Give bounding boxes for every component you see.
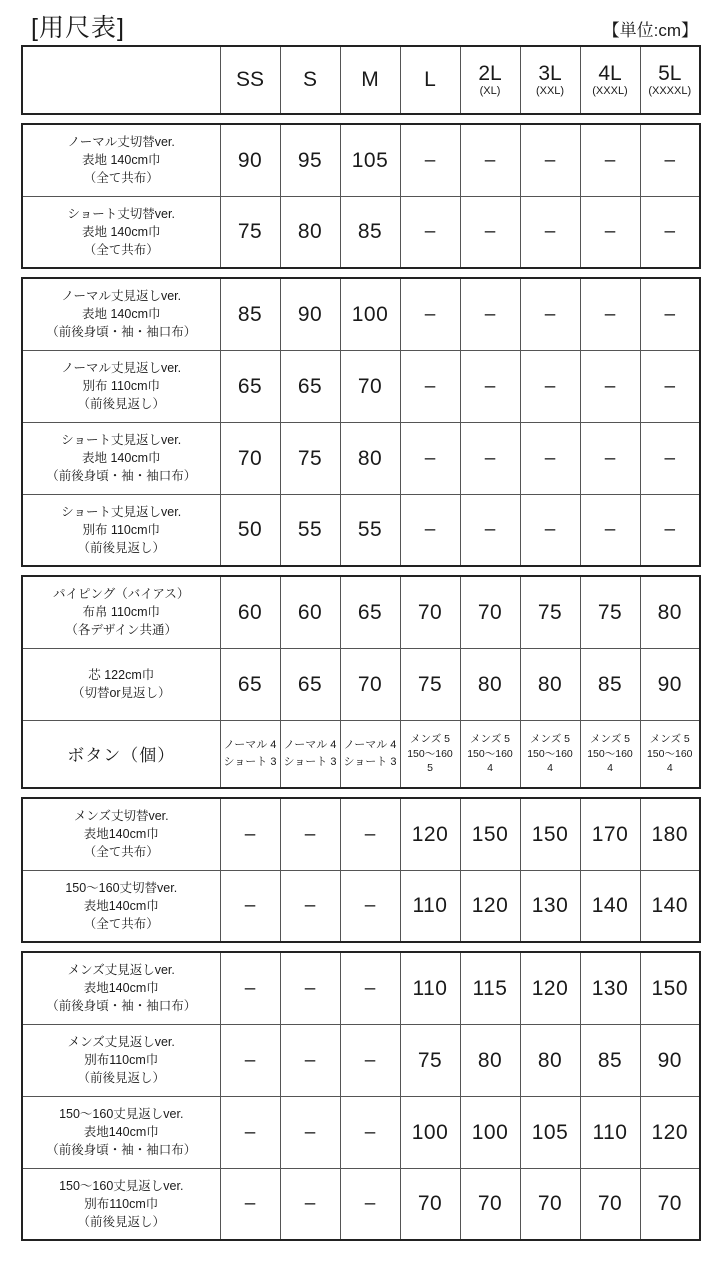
row-label-line: （全て共布） [83,171,159,186]
cell-ss: 60 [220,576,280,648]
cell-4l: – [580,278,640,350]
cell-l: 110 [400,952,460,1024]
button-cell-line: メンズ 5 [410,733,450,746]
page-title: [用尺表] [31,14,125,42]
cell-3l: 130 [520,870,580,942]
cell-m: – [340,870,400,942]
button-cell-line: 150〜160 [646,747,693,760]
size-alt-code: (XL) [479,84,501,97]
cell-s: – [280,952,340,1024]
cell-5l: – [640,494,700,566]
row-label-line: 表地140cm巾 [83,981,159,996]
size-alt-code: (XXXXL) [648,84,692,97]
button-cell-line: ノーマル 4 [343,739,397,752]
row-label-line: メンズ丈見返しver. [67,963,175,978]
button-cell-ss [220,720,280,788]
cell-s: 80 [280,196,340,268]
row-label-line: ショート丈見返しver. [61,504,182,519]
cell-4l: 85 [580,648,640,720]
column-header-2l [460,46,520,114]
cell-ss: 75 [220,196,280,268]
cell-5l: 90 [640,1024,700,1096]
cell-m: 55 [340,494,400,566]
row-label-line: 150〜160丈切替ver. [65,880,178,895]
button-cell-line: 4 [666,761,673,774]
cell-s: – [280,1024,340,1096]
cell-2l: 150 [460,798,520,870]
row-label-line: 150〜160丈見返しver. [59,1106,184,1121]
cell-s: 90 [280,278,340,350]
size-alt-code: (XXL) [535,84,565,97]
cell-2l: 80 [460,1024,520,1096]
row-label [22,124,220,196]
cell-5l: – [640,350,700,422]
cell-4l: 75 [580,576,640,648]
cell-5l: – [640,124,700,196]
cell-2l: – [460,350,520,422]
cell-m: 100 [340,278,400,350]
cell-ss: 65 [220,648,280,720]
cell-5l: – [640,278,700,350]
row-label-line: （前後身頃・袖・袖口布） [46,325,197,340]
row-label-line: 150〜160丈見返しver. [59,1178,184,1193]
cell-4l: 170 [580,798,640,870]
table-row [22,648,700,720]
row-label-line: （各デザイン共通） [65,623,178,638]
table-row [22,952,700,1024]
cell-ss: – [220,1024,280,1096]
cell-3l: 120 [520,952,580,1024]
cell-2l: 80 [460,648,520,720]
row-label-line: 表地 140cm巾 [82,450,161,465]
cell-3l: – [520,422,580,494]
button-cell-line: メンズ 5 [530,733,570,746]
row-label [22,576,220,648]
cell-5l: 70 [640,1168,700,1240]
row-label [22,648,220,720]
cell-l: 70 [400,1168,460,1240]
cell-ss: – [220,952,280,1024]
row-label-line: ノーマル丈見返しver. [61,289,182,304]
button-cell-l [400,720,460,788]
row-label [22,798,220,870]
cell-l: – [400,422,460,494]
row-label [22,1024,220,1096]
row-label-line: （前後身頃・袖・袖口布） [46,469,197,484]
cell-s: – [280,798,340,870]
table-row [22,124,700,196]
cell-5l: – [640,196,700,268]
cell-l: 120 [400,798,460,870]
size-code: 4L [598,61,622,85]
cell-3l: 105 [520,1096,580,1168]
cell-s: 65 [280,648,340,720]
cell-4l: 110 [580,1096,640,1168]
row-label [22,422,220,494]
cell-s: – [280,1168,340,1240]
chart-header-group [21,45,701,115]
row-label-line: メンズ丈見返しver. [67,1034,175,1049]
row-label [22,870,220,942]
cell-m: – [340,798,400,870]
button-cell-s [280,720,340,788]
cell-ss: – [220,1168,280,1240]
row-label [22,1096,220,1168]
table-row [22,1024,700,1096]
row-label-line: （前後身頃・袖・袖口布） [46,1143,197,1158]
row-label-line: 表地140cm巾 [83,1124,159,1139]
cell-ss: 50 [220,494,280,566]
size-chart [21,45,699,1241]
cell-4l: 85 [580,1024,640,1096]
cell-4l: – [580,494,640,566]
button-cell-line: 150〜160 [527,747,573,760]
cell-m: 70 [340,648,400,720]
row-label-line: （前後見返し） [77,1071,165,1086]
button-cell-line: メンズ 5 [649,733,690,746]
cell-s: 65 [280,350,340,422]
button-count-row [22,720,700,788]
cell-2l: – [460,494,520,566]
cell-l: 75 [400,648,460,720]
cell-l: – [400,494,460,566]
cell-5l: 120 [640,1096,700,1168]
cell-s: – [280,1096,340,1168]
row-label-line: 布帛 110cm巾 [82,605,161,620]
page-header [21,0,699,45]
button-cell-3l [520,720,580,788]
row-label: ボタン（個） [22,720,220,788]
cell-2l: – [460,124,520,196]
button-cell-2l [460,720,520,788]
cell-5l: 150 [640,952,700,1024]
size-code: SS [235,67,264,91]
row-label-line: 表地140cm巾 [83,827,159,842]
cell-4l: – [580,124,640,196]
cell-2l: – [460,422,520,494]
size-code: S [302,67,317,91]
cell-ss: 65 [220,350,280,422]
button-cell-line: 150〜160 [467,747,513,760]
column-header-5l [640,46,700,114]
row-label-line: ノーマル丈切替ver. [67,135,175,150]
size-code: M [361,67,379,91]
cell-2l: 100 [460,1096,520,1168]
button-cell-5l [640,720,700,788]
cell-ss: 85 [220,278,280,350]
button-cell-line: ノーマル 4 [283,739,337,752]
button-cell-line: メンズ 5 [590,733,630,746]
chart-group [21,951,701,1241]
row-label-line: 芯 122cm巾 [88,667,155,682]
table-row [22,196,700,268]
button-cell-line: 4 [607,761,613,774]
cell-m: – [340,1096,400,1168]
button-cell-line: ショート 3 [223,755,277,768]
size-alt-code: (XXXL) [592,84,628,97]
cell-ss: 70 [220,422,280,494]
row-label [22,494,220,566]
cell-m: 65 [340,576,400,648]
cell-2l: – [460,278,520,350]
cell-s: – [280,870,340,942]
chart-group [21,575,701,789]
cell-3l: 80 [520,1024,580,1096]
row-label-line: （全て共布） [83,916,159,931]
button-cell-line: ノーマル 4 [223,739,277,752]
cell-l: – [400,196,460,268]
row-label-line: 表地 140cm巾 [82,307,161,322]
cell-m: 105 [340,124,400,196]
table-row [22,870,700,942]
button-cell-line: 4 [547,761,553,774]
cell-l: 110 [400,870,460,942]
column-header-3l [520,46,580,114]
row-label-line: 別布110cm巾 [84,1196,159,1211]
cell-3l: 70 [520,1168,580,1240]
row-label-line: ショート丈見返しver. [61,432,182,447]
size-code: 3L [538,61,562,85]
button-cell-line: ショート 3 [343,755,397,768]
cell-s: 55 [280,494,340,566]
row-label-line: メンズ丈切替ver. [73,809,169,824]
cell-3l: 80 [520,648,580,720]
row-label-line: 別布 110cm巾 [82,522,161,537]
cell-l: – [400,278,460,350]
cell-ss: – [220,798,280,870]
row-label [22,1168,220,1240]
row-label [22,278,220,350]
row-label [22,350,220,422]
column-header-s [280,46,340,114]
header-row [22,46,700,114]
row-label-line: 表地140cm巾 [83,898,159,913]
cell-3l: – [520,494,580,566]
cell-5l: 180 [640,798,700,870]
cell-4l: 70 [580,1168,640,1240]
cell-l: – [400,350,460,422]
cell-3l: 75 [520,576,580,648]
cell-3l: – [520,124,580,196]
cell-2l: – [460,196,520,268]
row-label-line: （全て共布） [83,242,159,257]
row-label-line: （前後見返し） [77,397,165,412]
cell-2l: 70 [460,1168,520,1240]
table-row [22,798,700,870]
cell-3l: – [520,278,580,350]
button-cell-line: 5 [427,761,433,774]
cell-s: 75 [280,422,340,494]
button-cell-4l [580,720,640,788]
cell-2l: 120 [460,870,520,942]
chart-group [21,797,701,943]
chart-group [21,277,701,567]
button-cell-line: 150〜160 [587,747,633,760]
cell-ss: 90 [220,124,280,196]
table-row [22,350,700,422]
row-label-line: 別布 110cm巾 [82,378,161,393]
button-cell-line: ショート 3 [283,755,337,768]
cell-5l: 80 [640,576,700,648]
row-label [22,196,220,268]
column-header-m [340,46,400,114]
cell-m: – [340,1168,400,1240]
cell-s: 95 [280,124,340,196]
cell-3l: – [520,350,580,422]
cell-l: 100 [400,1096,460,1168]
cell-4l: 140 [580,870,640,942]
row-label-line: （前後見返し） [77,1214,165,1229]
cell-5l: 90 [640,648,700,720]
row-label-line: 表地 140cm巾 [82,153,161,168]
row-label-line: 表地 140cm巾 [82,224,161,239]
cell-4l: – [580,350,640,422]
chart-group [21,123,701,269]
cell-m: – [340,952,400,1024]
row-label-line: パイピング（バイアス） [53,587,190,602]
cell-m: 70 [340,350,400,422]
cell-5l: 140 [640,870,700,942]
cell-ss: – [220,1096,280,1168]
cell-l: – [400,124,460,196]
table-row [22,494,700,566]
table-row [22,1096,700,1168]
size-code: 2L [478,61,502,85]
table-row [22,422,700,494]
size-code: 5L [658,61,682,85]
cell-4l: – [580,422,640,494]
button-cell-line: 4 [487,761,493,774]
button-cell-line: メンズ 5 [470,733,510,746]
header-corner-cell [22,46,220,114]
table-row [22,576,700,648]
row-label-line: ノーマル丈見返しver. [61,360,182,375]
row-label [22,952,220,1024]
cell-4l: 130 [580,952,640,1024]
cell-l: 75 [400,1024,460,1096]
size-code: L [424,67,436,91]
unit-note: 【単位:cm】 [602,21,698,40]
cell-l: 70 [400,576,460,648]
cell-m: 80 [340,422,400,494]
column-header-ss [220,46,280,114]
row-label-line: ショート丈切替ver. [67,206,175,221]
cell-4l: – [580,196,640,268]
cell-5l: – [640,422,700,494]
table-row [22,1168,700,1240]
cell-3l: – [520,196,580,268]
button-cell-m [340,720,400,788]
row-label-line: 別布110cm巾 [84,1052,159,1067]
cell-2l: 70 [460,576,520,648]
column-header-4l [580,46,640,114]
cell-m: 85 [340,196,400,268]
row-label-line: （全て共布） [83,845,159,860]
cell-m: – [340,1024,400,1096]
row-label-line: （切替or見返し） [71,686,171,700]
cell-s: 60 [280,576,340,648]
cell-3l: 150 [520,798,580,870]
row-label-line: （前後身頃・袖・袖口布） [46,999,197,1014]
row-label-line: （前後見返し） [77,540,165,555]
table-row [22,278,700,350]
cell-ss: – [220,870,280,942]
button-cell-line: 150〜160 [407,747,453,760]
column-header-l [400,46,460,114]
cell-2l: 115 [460,952,520,1024]
